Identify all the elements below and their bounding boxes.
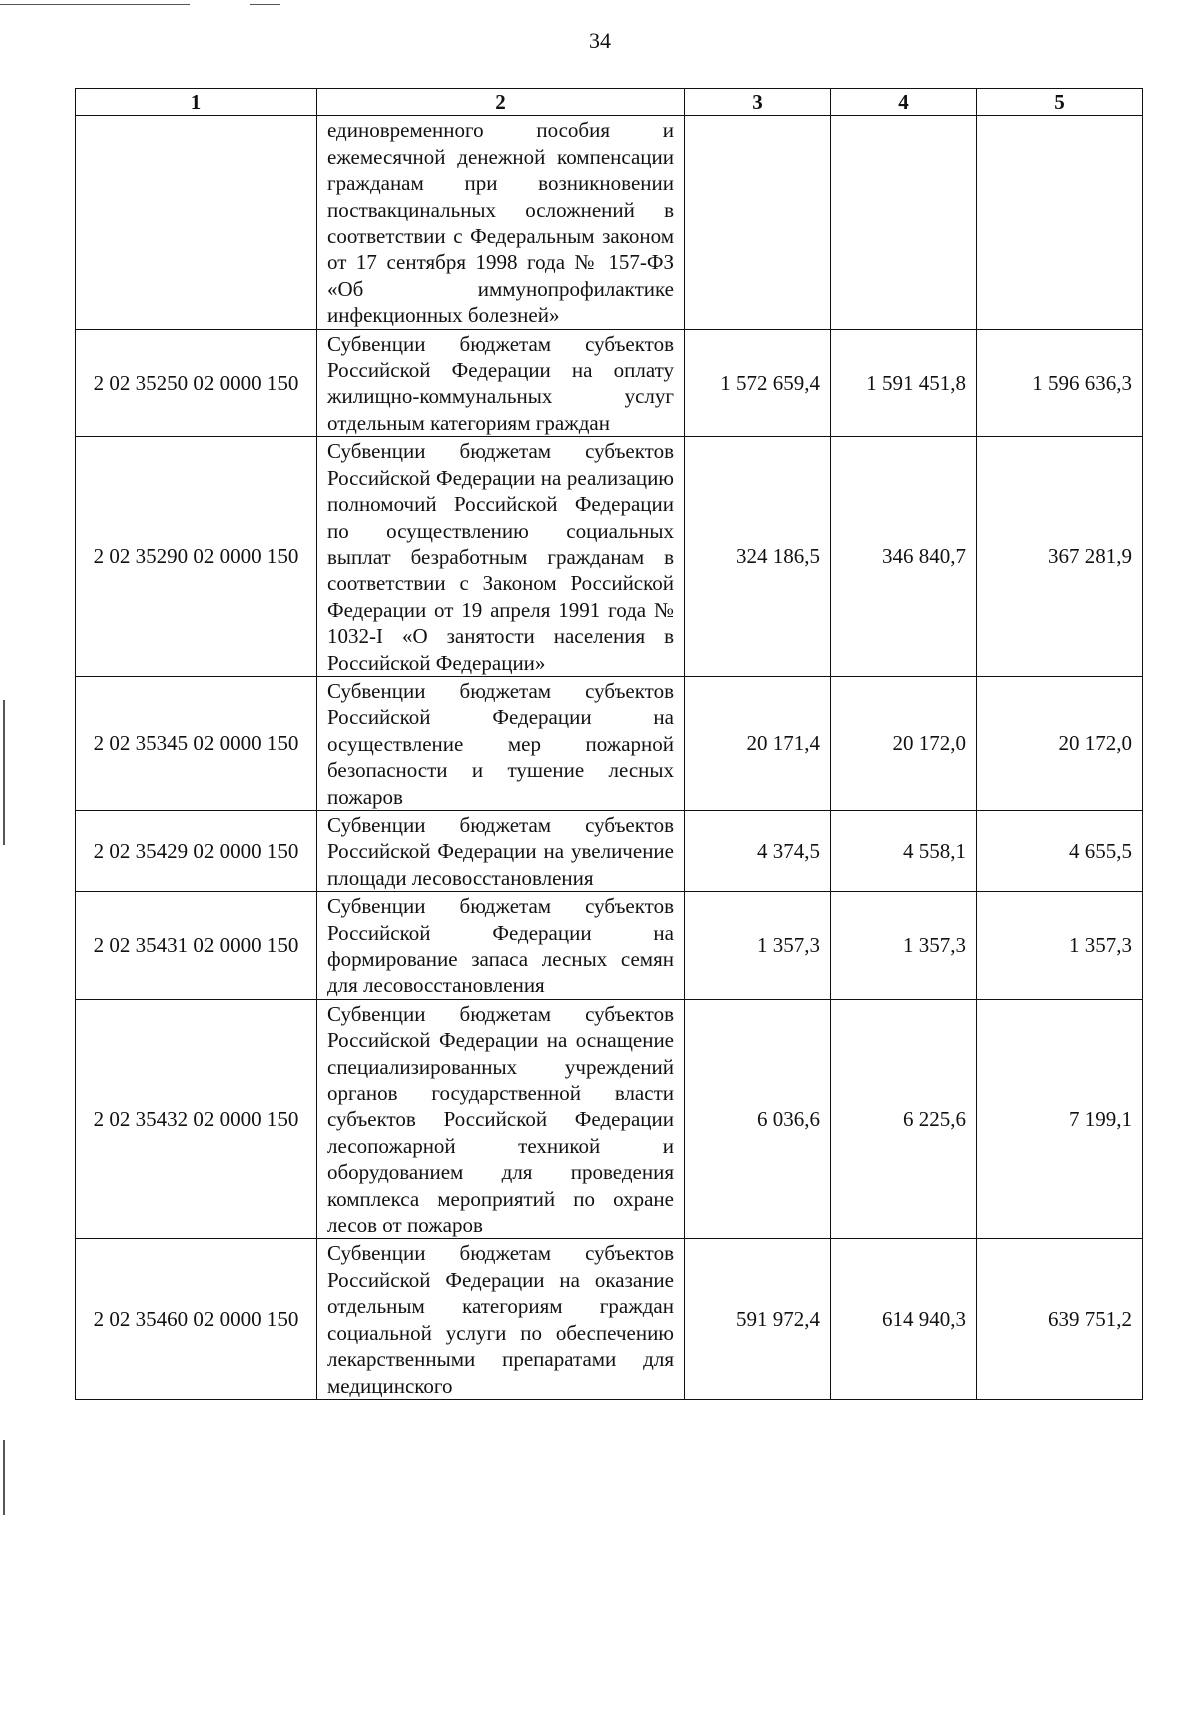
row-description: Субвенции бюджетам субъектов Российской Федерации на осуществление мер пожарной безопасности и тушение лесных пожаров (317, 676, 685, 810)
column-header: 1 (76, 89, 317, 116)
table-row (76, 892, 1143, 1000)
value-col4: 1 357,3 (831, 892, 977, 1000)
value-col5: 1 596 636,3 (977, 329, 1143, 437)
table-row (76, 810, 1143, 891)
row-description: Субвенции бюджетам субъектов Российской Федерации на оказание отдельным категориям граждан социальной услуги по обеспечению лекарственными препаратами для медицинского (317, 1239, 685, 1399)
value-col3: 4 374,5 (685, 810, 831, 891)
table-row (76, 116, 1143, 329)
table-header-row (76, 89, 1143, 116)
budget-code: 2 02 35250 02 0000 150 (76, 329, 317, 437)
table-row (76, 676, 1143, 810)
budget-code: 2 02 35290 02 0000 150 (76, 437, 317, 677)
value-col4: 4 558,1 (831, 810, 977, 891)
row-description: единовременного пособия и ежемесячной денежной компенсации гражданам при возникновении поствакцинальных осложнений в соответствии с Федеральным законом от 17 сентября 1998 года № 157-ФЗ «Об иммунопрофилактике инфекционных болезней» (317, 116, 685, 329)
column-header: 5 (977, 89, 1143, 116)
value-col4 (831, 116, 977, 329)
page-number: 34 (589, 28, 611, 53)
budget-table (75, 88, 1143, 1400)
value-col3: 1 572 659,4 (685, 329, 831, 437)
budget-code: 2 02 35429 02 0000 150 (76, 810, 317, 891)
value-col3: 324 186,5 (685, 437, 831, 677)
value-col5: 20 172,0 (977, 676, 1143, 810)
value-col4: 1 591 451,8 (831, 329, 977, 437)
budget-code: 2 02 35345 02 0000 150 (76, 676, 317, 810)
budget-code: 2 02 35431 02 0000 150 (76, 892, 317, 1000)
value-col4: 6 225,6 (831, 999, 977, 1239)
value-col5: 639 751,2 (977, 1239, 1143, 1399)
column-header: 4 (831, 89, 977, 116)
table-row (76, 999, 1143, 1239)
budget-code: 2 02 35432 02 0000 150 (76, 999, 317, 1239)
column-header: 3 (685, 89, 831, 116)
table-row (76, 329, 1143, 437)
value-col4: 346 840,7 (831, 437, 977, 677)
row-description: Субвенции бюджетам субъектов Российской Федерации на оплату жилищно-коммунальных услуг отдельным категориям граждан (317, 329, 685, 437)
scan-artifact-left-2 (3, 1440, 5, 1515)
value-col5: 1 357,3 (977, 892, 1143, 1000)
row-description: Субвенции бюджетам субъектов Российской Федерации на оснащение специализированных учреждений органов государственной власти субъектов Российской Федерации лесопожарной техникой и оборудованием для проведения комплекса мероприятий по охране лесов от пожаров (317, 999, 685, 1239)
value-col4: 614 940,3 (831, 1239, 977, 1399)
value-col3: 20 171,4 (685, 676, 831, 810)
scan-artifact-top-left (0, 4, 190, 5)
value-col3: 6 036,6 (685, 999, 831, 1239)
value-col3: 1 357,3 (685, 892, 831, 1000)
column-header: 2 (317, 89, 685, 116)
row-description: Субвенции бюджетам субъектов Российской Федерации на увеличение площади лесовосстановления (317, 810, 685, 891)
row-description: Субвенции бюджетам субъектов Российской Федерации на формирование запаса лесных семян для лесовосстановления (317, 892, 685, 1000)
value-col5: 7 199,1 (977, 999, 1143, 1239)
scan-artifact-left-1 (3, 700, 5, 845)
row-description: Субвенции бюджетам субъектов Российской Федерации на реализацию полномочий Российской Федерации по осуществлению социальных выплат безработным гражданам в соответствии с Законом Российской Федерации от 19 апреля 1991 года № 1032-I «О занятости населения в Российской Федерации» (317, 437, 685, 677)
table-row (76, 437, 1143, 677)
value-col5 (977, 116, 1143, 329)
value-col5: 367 281,9 (977, 437, 1143, 677)
budget-code (76, 116, 317, 329)
scan-artifact-top (250, 4, 280, 5)
budget-code: 2 02 35460 02 0000 150 (76, 1239, 317, 1399)
value-col4: 20 172,0 (831, 676, 977, 810)
value-col3 (685, 116, 831, 329)
table-row (76, 1239, 1143, 1399)
value-col5: 4 655,5 (977, 810, 1143, 891)
value-col3: 591 972,4 (685, 1239, 831, 1399)
